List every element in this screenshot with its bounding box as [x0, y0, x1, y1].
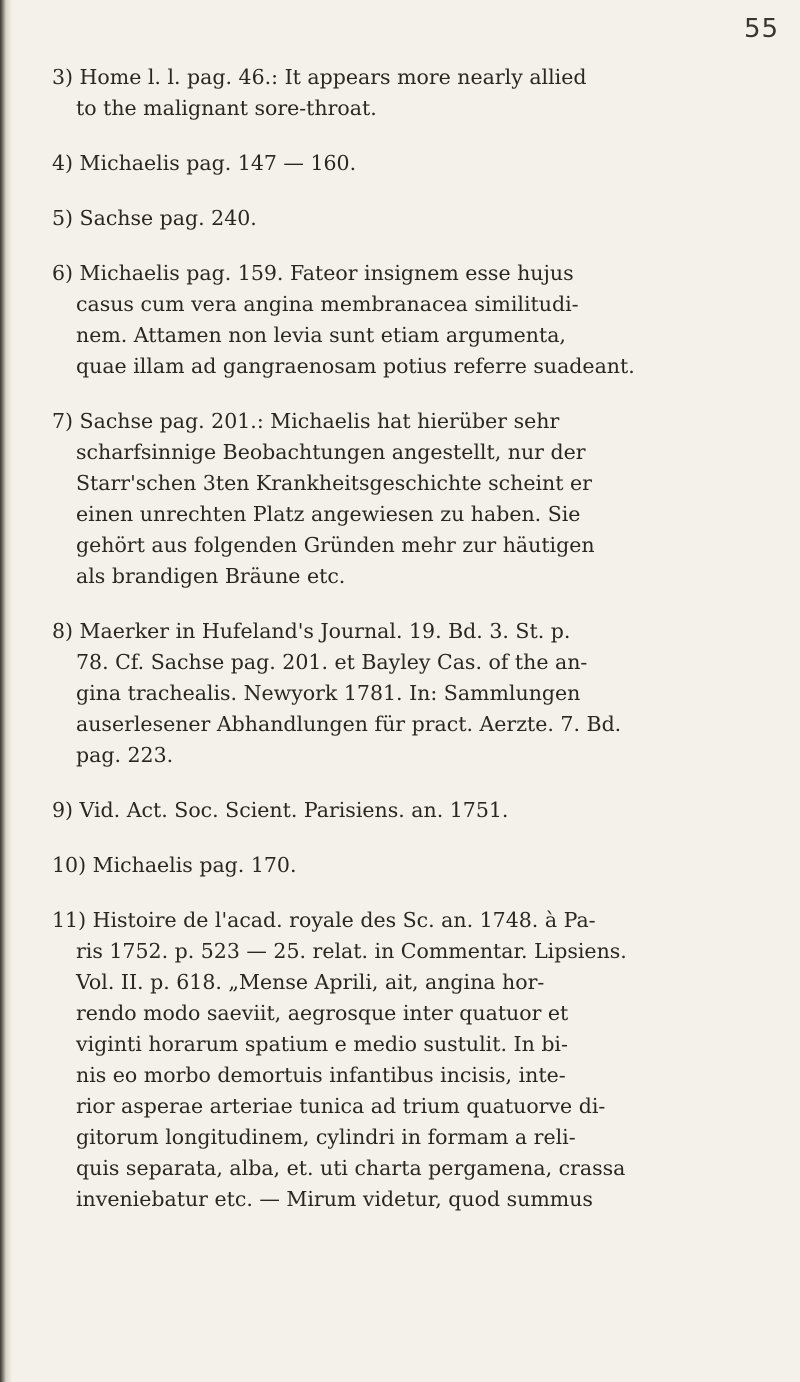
footnote-line: inveniebatur etc. — Mirum videtur, quod summus [76, 1187, 593, 1211]
footnote-line: scharfsinnige Beobachtungen angestellt, nur der [76, 440, 586, 464]
footnote-line: ris 1752. p. 523 — 25. relat. in Commentar. Lipsiens. [76, 939, 627, 963]
footnote-line: 9) Vid. Act. Soc. Scient. Parisiens. an. 1751. [52, 798, 509, 822]
footnote-line: 11) Histoire de l'acad. royale des Sc. an. 1748. à Pa- [52, 908, 596, 932]
footnote-line: gehört aus folgenden Gründen mehr zur häutigen [76, 533, 595, 557]
footnote-line: gina trachealis. Newyork 1781. In: Sammlungen [76, 681, 581, 705]
footnote-line: 6) Michaelis pag. 159. Fateor insignem esse hujus [52, 261, 574, 285]
footnote-9 [52, 795, 774, 826]
footnote-line: rior asperae arteriae tunica ad trium quatuorve di- [76, 1094, 606, 1118]
footnote-3 [52, 62, 774, 124]
footnote-10 [52, 850, 774, 881]
footnote-line: quis separata, alba, et. uti charta pergamena, crassa [76, 1156, 626, 1180]
footnote-line: 5) Sachse pag. 240. [52, 206, 257, 230]
footnote-line: einen unrechten Platz angewiesen zu haben. Sie [76, 502, 581, 526]
footnote-line: to the malignant sore-throat. [76, 96, 377, 120]
footnote-7 [52, 406, 774, 592]
page-binding-edge [0, 0, 12, 1382]
footnote-line: casus cum vera angina membranacea similitudi- [76, 292, 579, 316]
footnote-line: gitorum longitudinem, cylindri in formam a reli- [76, 1125, 576, 1149]
footnote-line: 3) Home l. l. pag. 46.: It appears more nearly allied [52, 65, 587, 89]
footnote-line: 8) Maerker in Hufeland's Journal. 19. Bd. 3. St. p. [52, 619, 571, 643]
footnote-line: auserlesener Abhandlungen für pract. Aerzte. 7. Bd. [76, 712, 622, 736]
footnote-line: 78. Cf. Sachse pag. 201. et Bayley Cas. of the an- [76, 650, 588, 674]
footnote-line: pag. 223. [76, 743, 174, 767]
footnote-line: Vol. II. p. 618. „Mense Aprili, ait, angina hor- [76, 970, 545, 994]
footnote-line: 7) Sachse pag. 201.: Michaelis hat hierüber sehr [52, 409, 560, 433]
footnote-11 [52, 905, 774, 1215]
footnote-line: als brandigen Bräune etc. [76, 564, 346, 588]
footnotes-block [52, 62, 774, 1239]
page-number: 55 [744, 14, 780, 44]
footnote-line: rendo modo saeviit, aegrosque inter quatuor et [76, 1001, 569, 1025]
footnote-line: nem. Attamen non levia sunt etiam argumenta, [76, 323, 566, 347]
footnote-line: 10) Michaelis pag. 170. [52, 853, 297, 877]
footnote-4 [52, 148, 774, 179]
footnote-line: Starr'schen 3ten Krankheitsgeschichte scheint er [76, 471, 592, 495]
footnote-line: 4) Michaelis pag. 147 — 160. [52, 151, 357, 175]
footnote-line: nis eo morbo demortuis infantibus incisis, inte- [76, 1063, 566, 1087]
footnote-5 [52, 203, 774, 234]
footnote-8 [52, 616, 774, 771]
footnote-line: quae illam ad gangraenosam potius referre suadeant. [76, 354, 635, 378]
footnote-line: viginti horarum spatium e medio sustulit. In bi- [76, 1032, 568, 1056]
footnote-6 [52, 258, 774, 382]
